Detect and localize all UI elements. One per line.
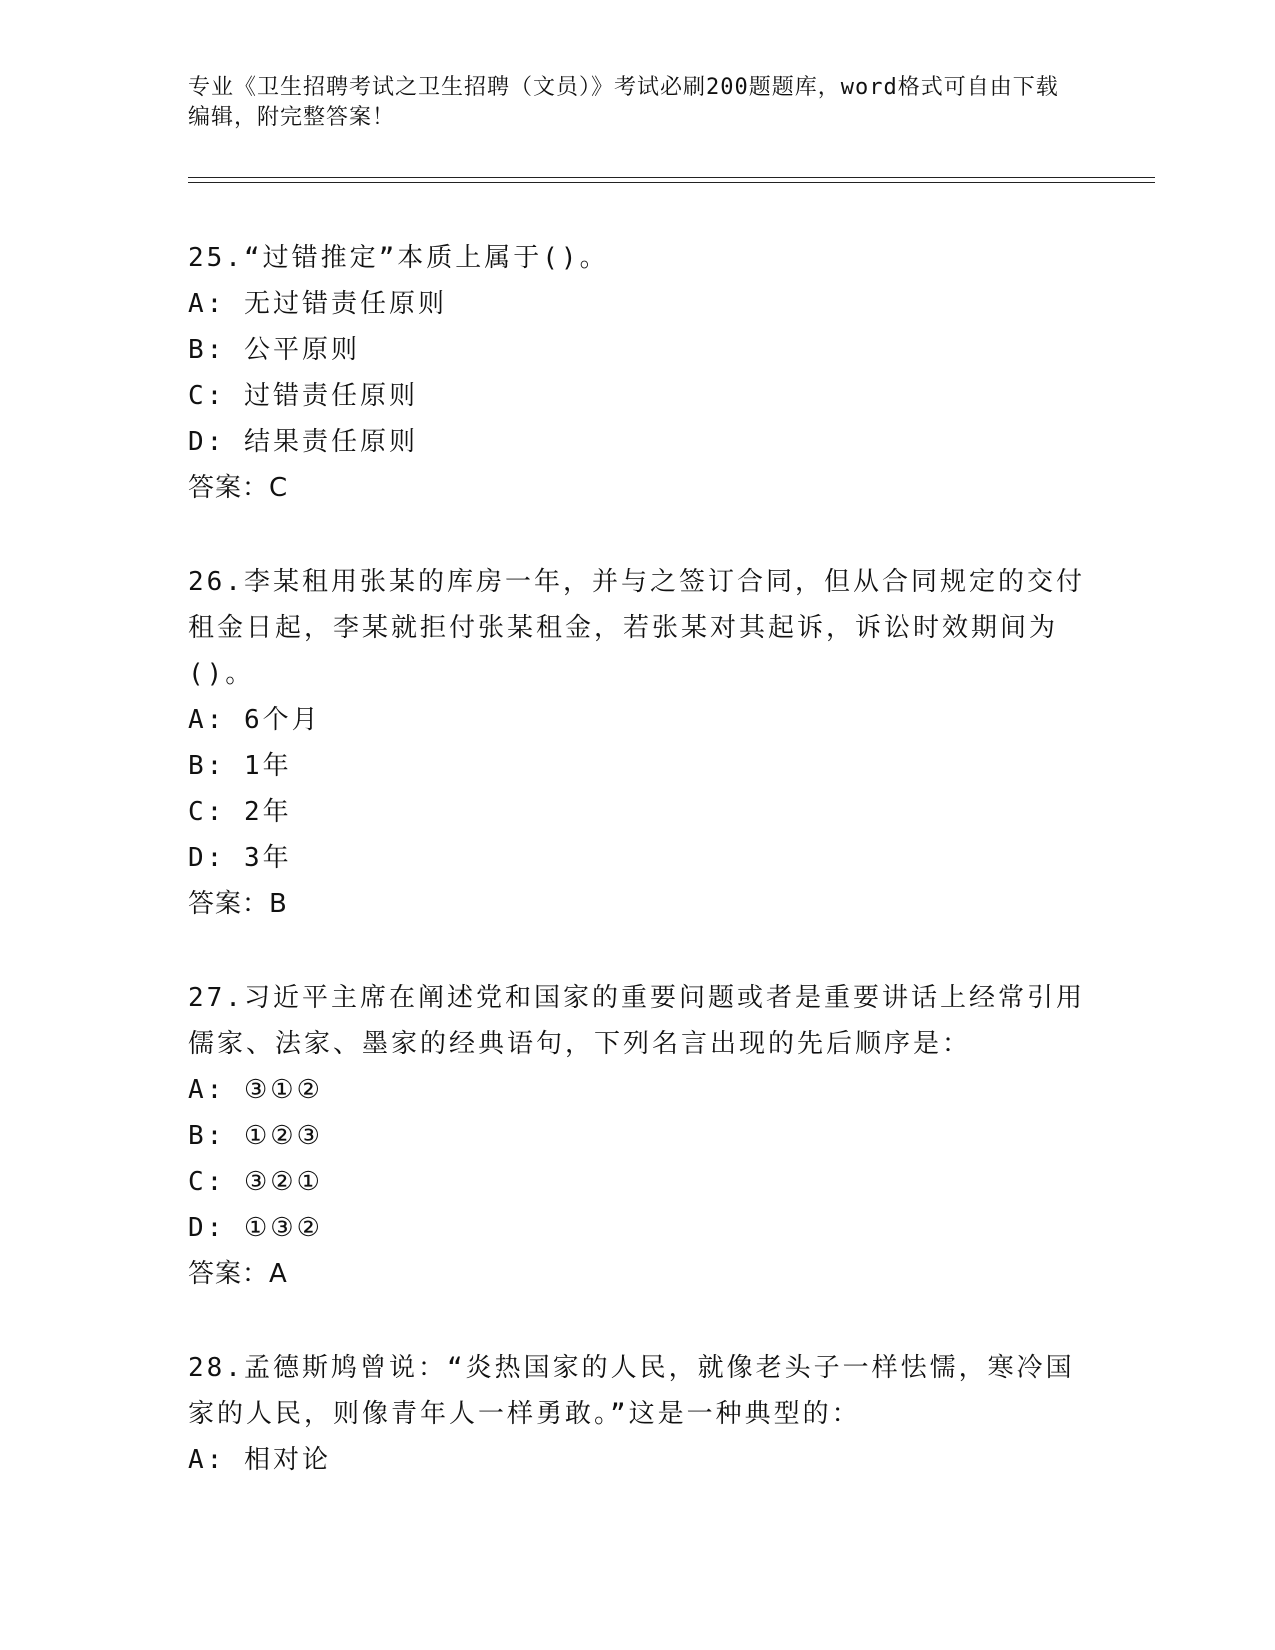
option-text: 无过错责任原则 (243, 289, 447, 319)
option-key: D (188, 427, 207, 457)
option-a (188, 1437, 1088, 1483)
option-key: A (188, 705, 207, 735)
option-text: 6个月 (243, 705, 321, 735)
header-divider-bottom (188, 182, 1155, 183)
option-key: C (188, 1167, 207, 1197)
option-key: C (188, 797, 207, 827)
question-block (188, 559, 1088, 927)
option-text: ①②③ (243, 1121, 323, 1151)
option-text: 过错责任原则 (243, 381, 418, 411)
answer-line: 答案：B (188, 889, 288, 919)
option-key: B (188, 335, 207, 365)
question-block (188, 975, 1088, 1297)
answer-line: 答案：A (188, 1259, 288, 1289)
option-b (188, 1113, 1088, 1159)
option-b (188, 327, 1088, 373)
option-d (188, 419, 1088, 465)
document-header: 专业《卫生招聘考试之卫生招聘（文员）》考试必刷200题题库，word格式可自由下载编辑，附完整答案！ (188, 75, 1059, 130)
option-key: B (188, 1121, 207, 1151)
option-separator: : (206, 381, 244, 411)
option-text: 1年 (243, 751, 292, 781)
option-c (188, 789, 1088, 835)
option-d (188, 835, 1088, 881)
option-c (188, 373, 1088, 419)
option-text: 结果责任原则 (243, 427, 418, 457)
option-a (188, 697, 1088, 743)
option-text: ③①② (243, 1075, 323, 1105)
question-stem: 28.孟德斯鸠曾说：“炎热国家的人民，就像老头子一样怯懦，寒冷国家的人民，则像青年人一样勇敢。”这是一种典型的： (188, 1353, 1075, 1429)
question-list (188, 235, 1088, 1531)
answer-line: 答案：C (188, 473, 289, 503)
question-stem: 27.习近平主席在阐述党和国家的重要问题或者是重要讲话上经常引用儒家、法家、墨家的经典语句，下列名言出现的先后顺序是： (188, 983, 1085, 1059)
option-text: ①③② (243, 1213, 323, 1243)
option-b (188, 743, 1088, 789)
question-stem: 26.李某租用张某的库房一年，并与之签订合同，但从合同规定的交付租金日起，李某就拒付张某租金，若张某对其起诉，诉讼时效期间为()。 (188, 567, 1085, 689)
option-separator: : (206, 705, 244, 735)
option-separator: : (206, 289, 244, 319)
option-key: A (188, 1075, 207, 1105)
option-text: 3年 (243, 843, 292, 873)
option-c (188, 1159, 1088, 1205)
option-text: ③②① (243, 1167, 323, 1197)
option-text: 相对论 (243, 1445, 331, 1475)
option-key: D (188, 843, 207, 873)
option-separator: : (206, 1167, 244, 1197)
question-block (188, 235, 1088, 511)
option-a (188, 1067, 1088, 1113)
option-d (188, 1205, 1088, 1251)
option-separator: : (206, 1213, 244, 1243)
option-separator: : (206, 1445, 244, 1475)
option-a (188, 281, 1088, 327)
option-separator: : (206, 1121, 244, 1151)
option-key: A (188, 289, 207, 319)
option-separator: : (206, 843, 244, 873)
option-key: A (188, 1445, 207, 1475)
option-separator: : (206, 335, 244, 365)
option-separator: : (206, 427, 244, 457)
option-separator: : (206, 1075, 244, 1105)
option-separator: : (206, 797, 244, 827)
option-text: 2年 (243, 797, 292, 827)
question-block (188, 1345, 1088, 1483)
header-divider-top (188, 177, 1155, 178)
option-key: B (188, 751, 207, 781)
option-text: 公平原则 (243, 335, 360, 365)
option-key: D (188, 1213, 207, 1243)
option-key: C (188, 381, 207, 411)
question-stem: 25.“过错推定”本质上属于()。 (188, 243, 609, 273)
option-separator: : (206, 751, 244, 781)
